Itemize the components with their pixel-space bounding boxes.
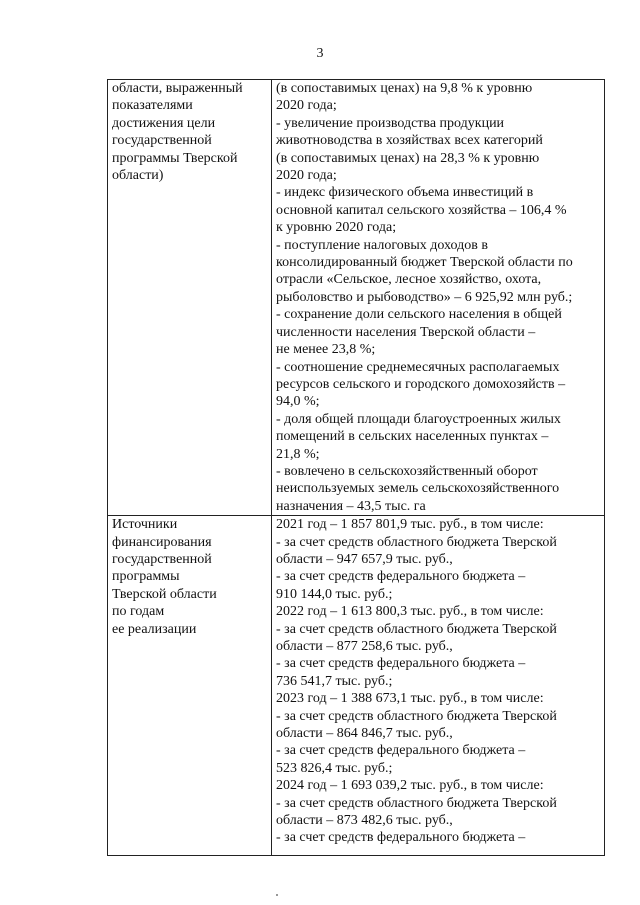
content-line: консолидированный бюджет Тверской области по	[276, 255, 573, 271]
content-line: 523 826,4 тыс. руб.;	[276, 760, 393, 776]
content-line: помещений в сельских населенных пунктах –	[276, 429, 549, 445]
content-line: (в сопоставимых ценах) на 28,3 % к уровню	[276, 150, 540, 166]
content-line: области – 864 846,7 тыс. руб.,	[276, 726, 453, 742]
label-line: финансирования	[112, 534, 212, 550]
content-line: области – 873 482,6 тыс. руб.,	[276, 813, 453, 829]
content-line: животноводства в хозяйствах всех категорий	[276, 133, 543, 149]
content-line: области – 947 657,9 тыс. руб.,	[276, 551, 453, 567]
label-line: государственной	[112, 551, 212, 567]
content-line: 910 144,0 тыс. руб.;	[276, 586, 393, 602]
content-line: ресурсов сельского и городского домохозяйств –	[276, 376, 566, 392]
label-line: ее реализации	[112, 621, 197, 637]
content-line: 2020 года;	[276, 168, 337, 184]
label-line: достижения цели	[112, 115, 216, 131]
content-line: 2023 год – 1 388 673,1 тыс. руб., в том числе:	[276, 691, 544, 707]
row-content-cell	[272, 516, 605, 856]
content-line: 94,0 %;	[276, 394, 320, 410]
content-line: - за счет средств областного бюджета Тверской	[276, 708, 557, 724]
row-label-cell	[108, 516, 272, 856]
content-line: - индекс физического объема инвестиций в	[276, 185, 534, 201]
content-line: основной капитал сельского хозяйства – 106,4 %	[276, 202, 567, 218]
row-content-cell	[272, 80, 605, 516]
content-line: к уровню 2020 года;	[276, 220, 397, 236]
content-line: - за счет средств федерального бюджета –	[276, 743, 526, 759]
content-line: назначения – 43,5 тыс. га	[276, 498, 426, 514]
content-line: 736 541,7 тыс. руб.;	[276, 673, 393, 689]
content-line: 2022 год – 1 613 800,3 тыс. руб., в том числе:	[276, 604, 544, 620]
scan-speck	[276, 894, 278, 896]
label-line: области, выраженный	[112, 81, 243, 96]
label-line: государственной	[112, 133, 212, 149]
content-line: - соотношение среднемесячных располагаемых	[276, 359, 560, 375]
content-line: (в сопоставимых ценах) на 9,8 % к уровню	[276, 81, 533, 96]
content-line: - за счет средств федерального бюджета –	[276, 569, 526, 585]
label-line: программы	[112, 569, 180, 585]
content-line: численности населения Тверской области –	[276, 324, 536, 340]
row-label-cell	[108, 80, 272, 516]
content-line: - вовлечено в сельскохозяйственный оборот	[276, 463, 538, 479]
content-line: 2024 год – 1 693 039,2 тыс. руб., в том числе:	[276, 778, 544, 794]
content-line: рыболовство и рыбоводство» – 6 925,92 млн руб.;	[276, 289, 573, 305]
content-line: - увеличение производства продукции	[276, 115, 505, 131]
page-number: 3	[316, 46, 324, 61]
passport-table	[107, 79, 605, 856]
content-line: - за счет средств областного бюджета Тверской	[276, 795, 557, 811]
content-line: - сохранение доли сельского населения в общей	[276, 307, 562, 323]
label-line: программы Тверской	[112, 150, 238, 166]
content-line: области – 877 258,6 тыс. руб.,	[276, 639, 453, 654]
label-line: показателями	[112, 98, 193, 114]
label-line: Тверской области	[112, 586, 217, 602]
label-line: по годам	[112, 604, 165, 620]
content-line: - поступление налоговых доходов в	[276, 237, 488, 253]
content-line: 2021 год – 1 857 801,9 тыс. руб., в том числе:	[276, 517, 544, 533]
content-line: - за счет средств федерального бюджета –	[276, 656, 526, 672]
content-line: - за счет средств федерального бюджета –	[276, 830, 526, 846]
content-line: неиспользуемых земель сельскохозяйственного	[276, 481, 560, 497]
content-line: - доля общей площади благоустроенных жилых	[276, 411, 561, 427]
table-row	[108, 80, 605, 516]
content-line: - за счет средств областного бюджета Тверской	[276, 621, 557, 637]
content-line: - за счет средств областного бюджета Тверской	[276, 534, 557, 550]
content-line: 21,8 %;	[276, 446, 320, 462]
content-line: не менее 23,8 %;	[276, 342, 376, 358]
content-line: отрасли «Сельское, лесное хозяйство, охота,	[276, 272, 542, 288]
table-row	[108, 516, 605, 856]
content-line: 2020 года;	[276, 98, 337, 114]
label-line: области)	[112, 168, 164, 184]
label-line: Источники	[112, 517, 178, 533]
